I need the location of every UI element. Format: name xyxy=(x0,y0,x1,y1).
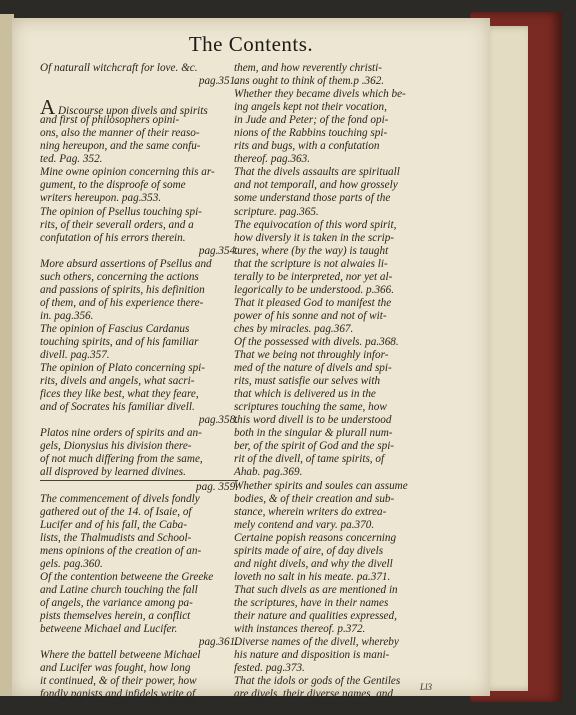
contents-line: in Jude and Peter; of the fond opi- xyxy=(234,114,389,127)
contents-line: scriptures touching the same, how xyxy=(234,401,387,414)
contents-line: stance, wherein writers do extrea- xyxy=(234,505,387,518)
contents-line: rits, divels and angels, what sacri- xyxy=(40,375,195,388)
contents-line: mens opinions of the creation of an- xyxy=(40,544,202,557)
contents-line: legorically to be understood. p.366. xyxy=(234,283,395,296)
contents-line: tures, where (by the way) is taught xyxy=(234,244,389,257)
contents-line: Mine owne opinion concerning this ar- xyxy=(40,166,215,179)
contents-line: The opinion of Psellus touching spi- xyxy=(40,205,202,218)
right-column xyxy=(234,62,446,701)
page-title: The Contents. xyxy=(188,32,314,56)
contents-line: ted. Pag. 352. xyxy=(40,153,103,166)
contents-line: pists themselves herein, a conflict xyxy=(40,609,191,622)
contents-line: Of the possessed with divels. pa.368. xyxy=(234,335,399,348)
contents-line: the scriptures, have in their names xyxy=(234,596,389,609)
contents-line: loveth no salt in his meate. pa.371. xyxy=(234,570,391,583)
contents-line: of them, and of his experience there- xyxy=(40,296,204,309)
contents-line: gels. pag.360. xyxy=(40,557,103,570)
contents-line: divell. pag.357. xyxy=(40,349,110,362)
contents-line: The equivocation of this word spirit, xyxy=(234,218,397,231)
contents-line: fested. pag.373. xyxy=(234,662,305,675)
contents-line: Diverse names of the divell, whereby xyxy=(234,636,399,649)
contents-line: them, and how reverently christi- xyxy=(234,62,382,74)
contents-line: gument, to the disproofe of some xyxy=(40,179,186,192)
contents-line: The opinion of Fascius Cardanus xyxy=(40,322,190,335)
contents-line: ans ought to think of them.p .362. xyxy=(234,75,385,88)
contents-line: betweene Michael and Lucifer. xyxy=(40,623,178,636)
contents-line: The opinion of Plato concerning spi- xyxy=(40,362,205,375)
contents-line: it continued, & of their power, how xyxy=(40,675,197,688)
contents-line: all disproved by learned divines. xyxy=(40,466,186,479)
contents-line: pag.354. xyxy=(198,244,238,257)
contents-line: rits, must satisfie our selves with xyxy=(234,375,381,388)
folio-signature: Ll3 xyxy=(419,682,432,692)
contents-line: scripture. pag.365. xyxy=(234,205,319,218)
contents-line: That we being not throughly infor- xyxy=(234,349,389,362)
contents-line: that the scripture is not alwaies li- xyxy=(234,257,388,270)
contents-line: and passions of spirits, his definition xyxy=(40,283,205,296)
book-page xyxy=(12,18,490,701)
contents-line: A Discourse upon divels and spirits xyxy=(40,95,208,120)
contents-line: That such divels as are mentioned in xyxy=(234,583,398,596)
contents-line: and Lucifer was fought, how long xyxy=(40,662,191,675)
contents-line: Certaine popish reasons concerning xyxy=(234,531,397,544)
contents-line: and Latine church touching the fall xyxy=(40,583,198,596)
contents-line: fices they like best, what they feare, xyxy=(40,388,199,401)
contents-line: pag.361. xyxy=(198,636,238,649)
contents-line: his nature and disposition is mani- xyxy=(234,649,390,662)
contents-line: The commencement of divels fondly xyxy=(40,492,200,505)
contents-line: such others, concerning the actions xyxy=(40,270,199,283)
contents-line: gels, Dionysius his division there- xyxy=(40,440,192,453)
contents-line: gathered out of the 14. of Isaie, of xyxy=(40,505,192,518)
contents-line: pag.351. xyxy=(198,75,238,88)
contents-line: spirits made of aire, of day divels xyxy=(234,544,384,557)
contents-line: That it pleased God to manifest the xyxy=(234,296,392,309)
contents-line: lists, the Thalmudists and School- xyxy=(40,531,192,544)
contents-line: writers hereupon. pag.353. xyxy=(40,192,162,205)
contents-line: fondly papists and infidels write of xyxy=(40,688,196,701)
contents-line: ning hereupon, and the same confu- xyxy=(40,140,201,153)
contents-line: nions of the Rabbins touching spi- xyxy=(234,127,388,140)
contents-line: Whether spirits and soules can assume xyxy=(234,479,408,492)
contents-line: touching spirits, and of his familiar xyxy=(40,335,199,348)
contents-line: and not temporall, and how grossely xyxy=(234,179,398,192)
contents-line: That the divels assaults are spirituall xyxy=(234,166,400,179)
contents-line: and night divels, and why the divell xyxy=(234,557,393,570)
contents-line: power of his sonne and not of wit- xyxy=(234,309,387,322)
contents-line: ing angels kept not their vocation, xyxy=(234,101,387,114)
contents-line: rits, of their severall orders, and a xyxy=(40,218,194,231)
contents-line: mely contend and vary. pa.370. xyxy=(234,518,375,531)
contents-line: Lucifer and of his fall, the Caba- xyxy=(40,518,187,531)
contents-line: this word divell is to be understood xyxy=(234,414,392,427)
contents-line: Platos nine orders of spirits and an- xyxy=(40,427,202,440)
contents-line: Whether they became divels which be- xyxy=(234,88,406,101)
contents-line xyxy=(40,88,238,101)
contents-line: their nature and qualities expressed, xyxy=(234,609,397,622)
contents-line: both in the singular & plurall num- xyxy=(234,427,393,440)
contents-line: and of Socrates his familiar divell. xyxy=(40,401,195,414)
contents-line: in. pag.356. xyxy=(40,309,94,322)
contents-line: thereof. pag.363. xyxy=(234,153,311,166)
contents-line: how diversly it is taken in the scrip- xyxy=(234,231,395,244)
contents-line: rit of the divell, of tame spirits, of xyxy=(234,453,385,466)
contents-line: and first of philosophers opini- xyxy=(40,114,180,127)
contents-line: ber, of the spirit of God and the spi- xyxy=(234,440,395,453)
left-column xyxy=(40,62,238,701)
contents-line: of angels, the variance among pa- xyxy=(40,596,193,609)
contents-line: that which is delivered us in the xyxy=(234,388,376,401)
contents-line: More absurd assertions of Psellus and xyxy=(40,257,212,270)
contents-line: pag.358. xyxy=(198,414,238,427)
contents-line: ons, also the manner of their reaso- xyxy=(40,127,200,140)
contents-line: Of the contention betweene the Greeke xyxy=(40,570,214,583)
contents-line: confutation of his errors therein. xyxy=(40,231,186,244)
contents-line: That the idols or gods of the Gentiles xyxy=(234,675,401,688)
contents-line: rits and bugs, with a confutation xyxy=(234,140,380,153)
contents-line: terally to be interpreted, nor yet al- xyxy=(234,270,393,283)
contents-line: are divels, their diverse names, and xyxy=(234,688,393,701)
contents-line: of not much differing from the same, xyxy=(40,453,203,466)
contents-line: Of naturall witchcraft for love. &c. xyxy=(40,62,198,74)
contents-line: bodies, & of their creation and sub- xyxy=(234,492,395,505)
contents-line: Where the battell betweene Michael xyxy=(40,649,201,662)
contents-line: pag. 359. xyxy=(40,480,238,493)
contents-line: Ahab. pag.369. xyxy=(234,466,303,479)
contents-line: some understand those parts of the xyxy=(234,192,391,205)
contents-line: with instances thereof. p.372. xyxy=(234,623,366,636)
contents-line: med of the nature of divels and spi- xyxy=(234,362,392,375)
contents-line: ches by miracles. pag.367. xyxy=(234,322,354,335)
